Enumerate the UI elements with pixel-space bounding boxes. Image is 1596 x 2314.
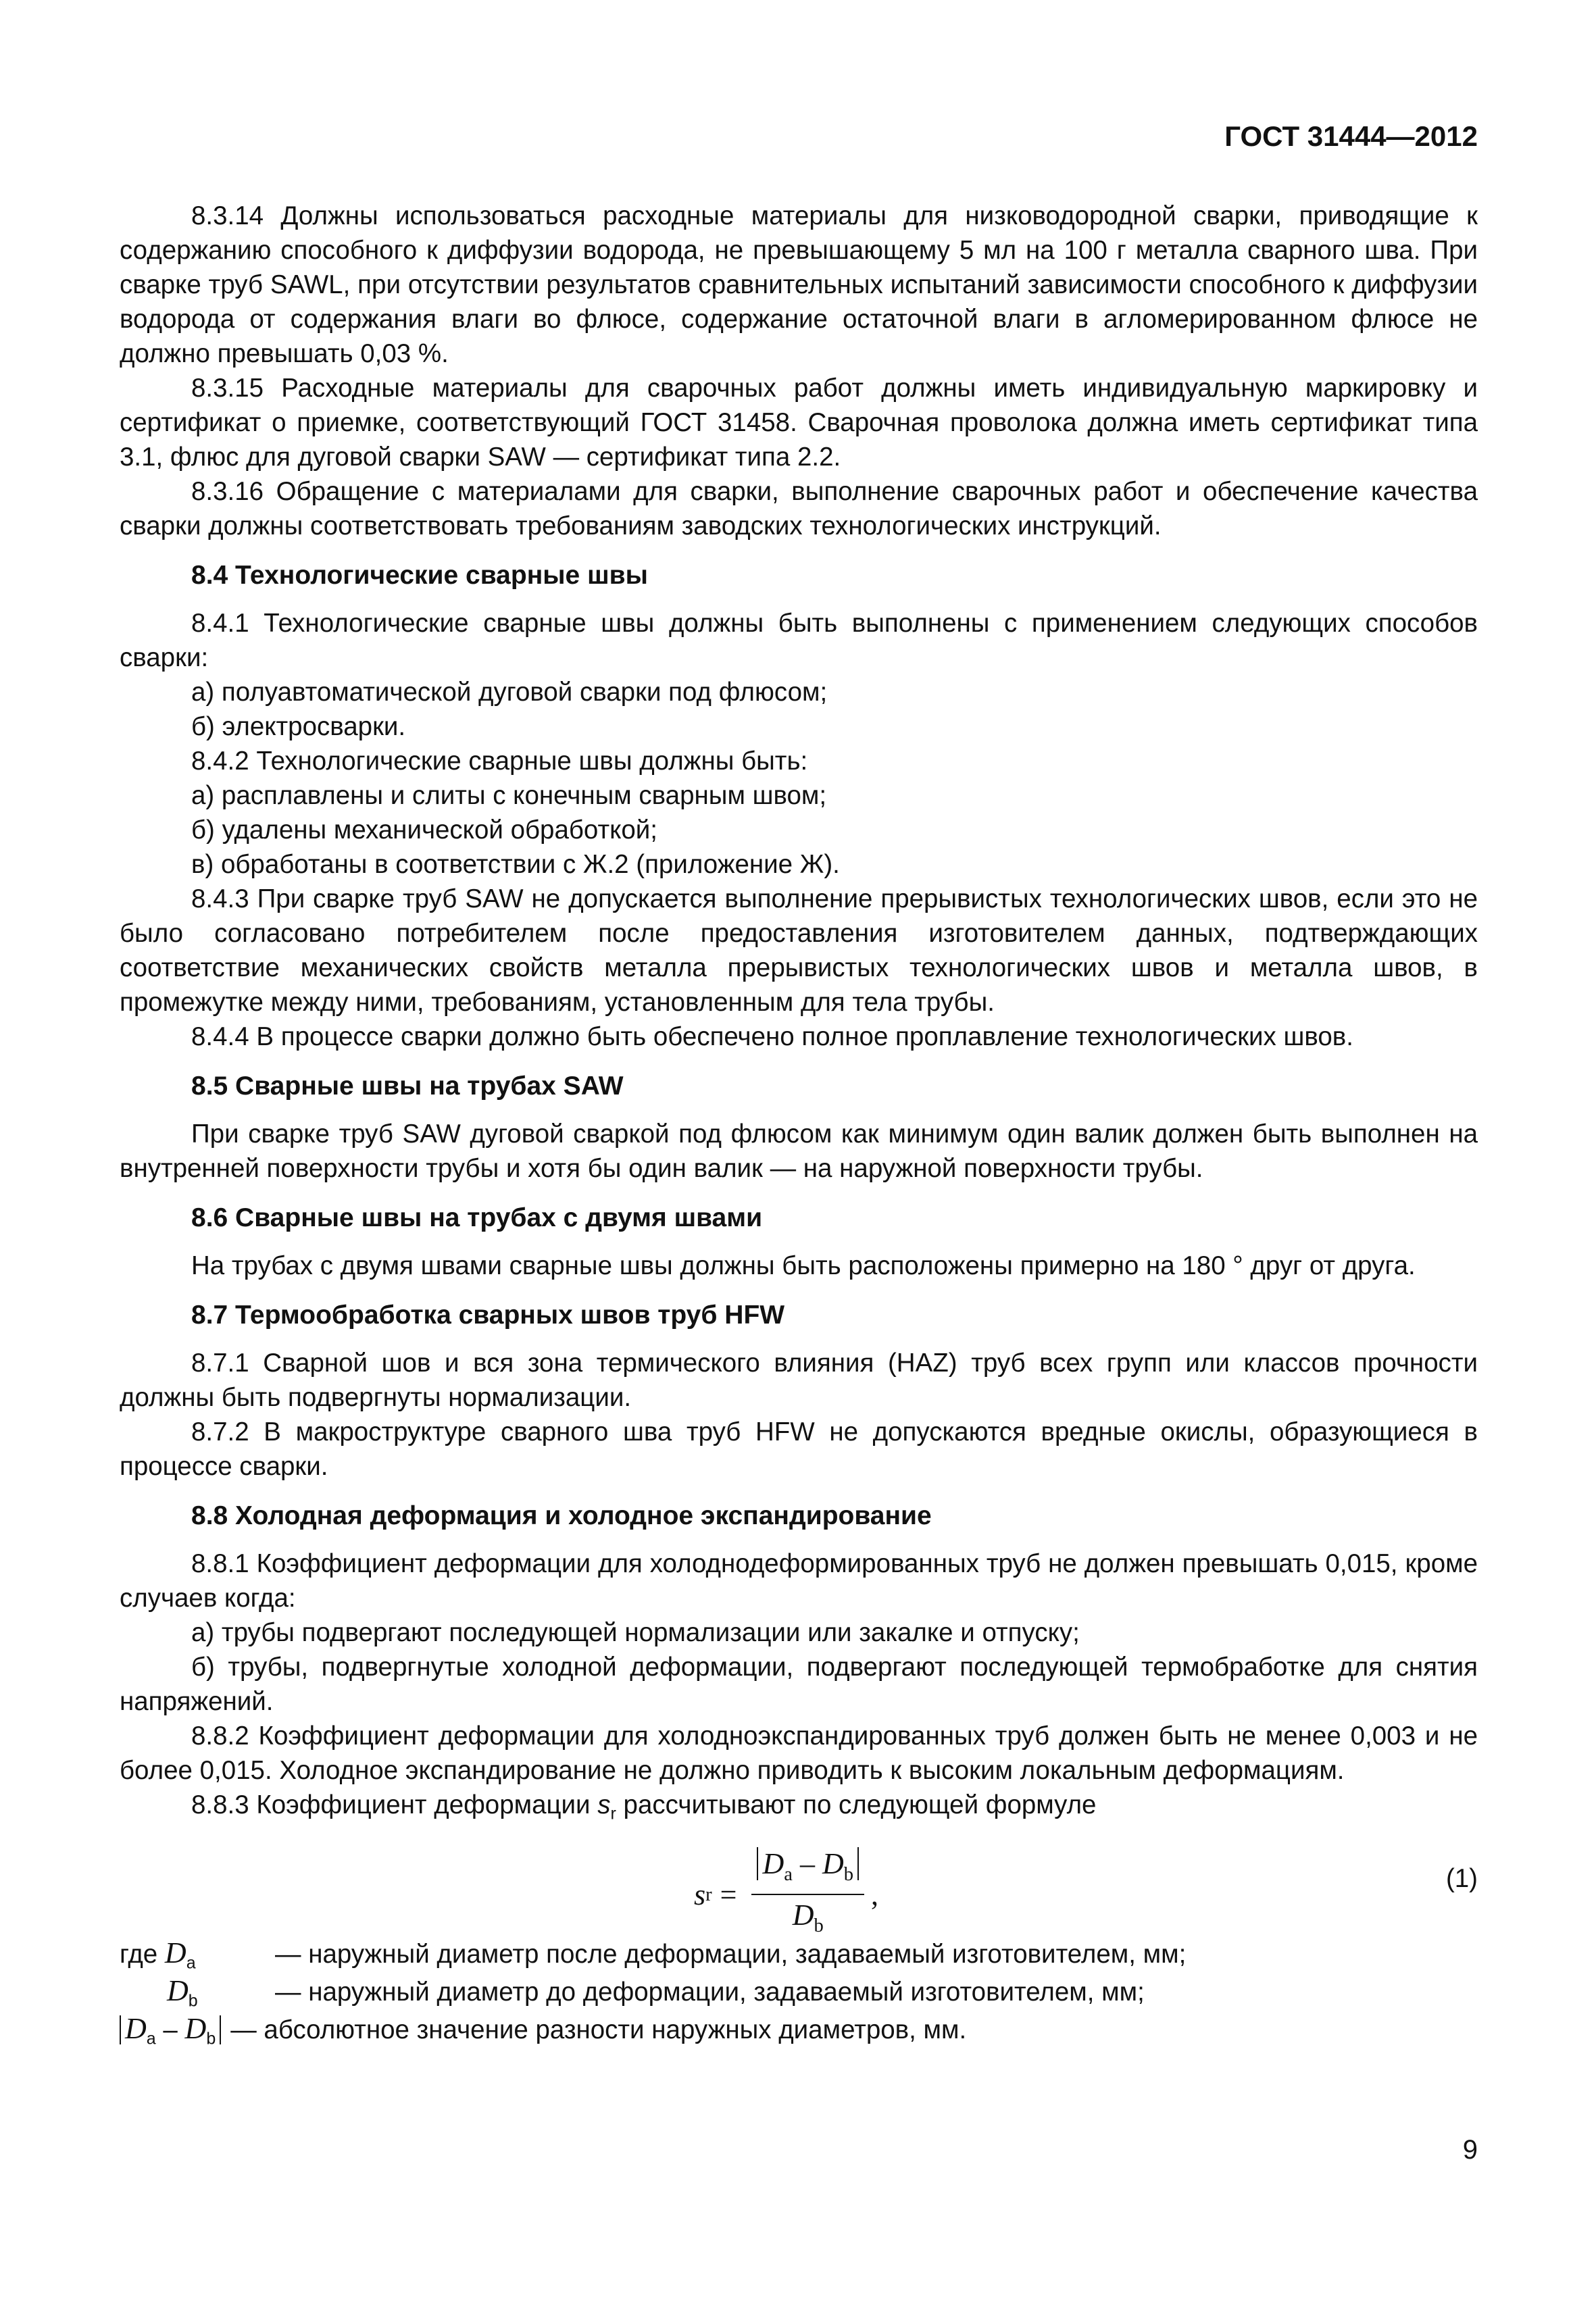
legend-row: $D_b$ — наружный диаметр до деформации, задаваемый изготовителем, мм; — [167, 1973, 1145, 2011]
text-blocks — [120, 199, 1478, 1788]
list-item: в) обработаны в соответствии с Ж.2 (приложение Ж). — [191, 850, 840, 879]
paragraph: 8.4.3 При сварке труб SAW не допускается выполнение прерывистых технологических швов, если это не было согласовано потребителем после предоставления изготовителем данных, подтверждающих соответствие механических свойств металла прерывистых технологических швов и металла швов, в промежутке между ними, требованиям, установленным для тела трубы. — [120, 884, 1478, 1017]
paragraph: 8.7.2 В макроструктуре сварного шва труб HFW не допускаются вредные окислы, образующиеся в процессе сварки. — [120, 1417, 1478, 1481]
fraction-denominator: $D_b$ — [792, 1898, 824, 1937]
section-heading: 8.8 Холодная деформация и холодное экспандирование — [191, 1501, 932, 1530]
paragraph: 8.3.14 Должны использоваться расходные материалы для низководородной сварки, приводящие к содержанию способного к диффузии водорода, не превышающему 5 мл на 100 г металла сварного шва. При сварке труб SAWL, при отсутствии результатов сравнительных испытаний зависимости способного к диффузии водорода от содержания влаги во флюсе, содержание остаточной влаги в агломерированном флюсе не должно превышать 0,03 %. — [120, 201, 1478, 368]
formula-1: s r = $\frac{D_a - D_b}{D_b}$ , — [694, 1846, 878, 1944]
section-heading: 8.7 Термообработка сварных швов труб HFW — [191, 1301, 785, 1330]
legend-row: где $D_a$ — наружный диаметр после деформации, задаваемый изготовителем, мм; — [120, 1936, 1187, 1973]
paragraph: 8.8.1 Коэффициент деформации для холоднодеформированных труб не должен превышать 0,015, кроме случаев когда: — [120, 1549, 1478, 1613]
paragraph: При сварке труб SAW дуговой сваркой под флюсом как минимум один валик должен быть выполнен на внутренней поверхности трубы и хотя бы один валик — на наружной поверхности трубы. — [120, 1120, 1478, 1183]
list-item: 8.4.2 Технологические сварные швы должны быть: — [191, 747, 808, 776]
list-item: а) полуавтоматической дуговой сварки под флюсом; — [191, 678, 828, 707]
where-legend — [120, 1936, 1478, 2049]
paragraph: б) трубы, подвергнутые холодной деформации, подвергают последующей термобработке для снятия напряжений. — [120, 1653, 1478, 1716]
list-item: б) электросварки. — [191, 712, 406, 741]
paragraph: 8.4.4 В процессе сварки должно быть обеспечено полное проплавление технологических швов. — [191, 1022, 1353, 1051]
fraction-numerator: $D_a - D_b$ — [751, 1846, 864, 1896]
formula-intro: 8.8.3 Коэффициент деформации $s_r$ рассчитывают по следующей формуле — [191, 1790, 1097, 1823]
section-heading: 8.5 Сварные швы на трубах SAW — [191, 1072, 624, 1101]
list-item: а) расплавлены и слиты с конечным сварным швом; — [191, 781, 827, 810]
paragraph: 8.4.1 Технологические сварные швы должны быть выполнены с применением следующих способов сварки: — [120, 609, 1478, 672]
paragraph: На трубах с двумя швами сварные швы должны быть расположены примерно на 180 ° друг от друга. — [191, 1251, 1416, 1280]
page-number: 9 — [1462, 2135, 1478, 2165]
section-heading: 8.4 Технологические сварные швы — [191, 561, 648, 590]
formula-row — [120, 1841, 1478, 1937]
list-item: б) удалены механической обработкой; — [191, 815, 657, 845]
legend-row: $D_a - D_b$ — абсолютное значение разности наружных диаметров, мм. — [120, 2011, 1478, 2049]
document-code-header: ГОСТ 31444—2012 — [1224, 120, 1478, 152]
paragraph: 8.3.16 Обращение с материалами для сварки, выполнение сварочных работ и обеспечение качества сварки должны соответствовать требованиям заводских технологических инструкций. — [120, 477, 1478, 540]
section-heading: 8.6 Сварные швы на трубах с двумя швами — [191, 1203, 763, 1232]
equation-number: (1) — [1445, 1863, 1478, 1893]
list-item: а) трубы подвергают последующей нормализации или закалке и отпуску; — [191, 1618, 1080, 1647]
paragraph: 8.8.2 Коэффициент деформации для холодноэкспандированных труб должен быть не менее 0,003 и не более 0,015. Холодное экспандирование не должно приводить к высоким локальным деформациям. — [120, 1721, 1478, 1785]
paragraph: 8.7.1 Сварной шов и вся зона термического влияния (HAZ) труб всех групп или классов прочности должны быть подвергнуты нормализации. — [120, 1349, 1478, 1412]
fraction — [751, 1846, 864, 1944]
paragraph: 8.3.15 Расходные материалы для сварочных работ должны иметь индивидуальную маркировку и сертификат о приемке, соответствующий ГОСТ 31458. Сварочная проволока должна иметь сертификат типа 3.1, флюс для дуговой сварки SAW — сертификат типа 2.2. — [120, 374, 1478, 472]
document-body — [120, 199, 1478, 2049]
